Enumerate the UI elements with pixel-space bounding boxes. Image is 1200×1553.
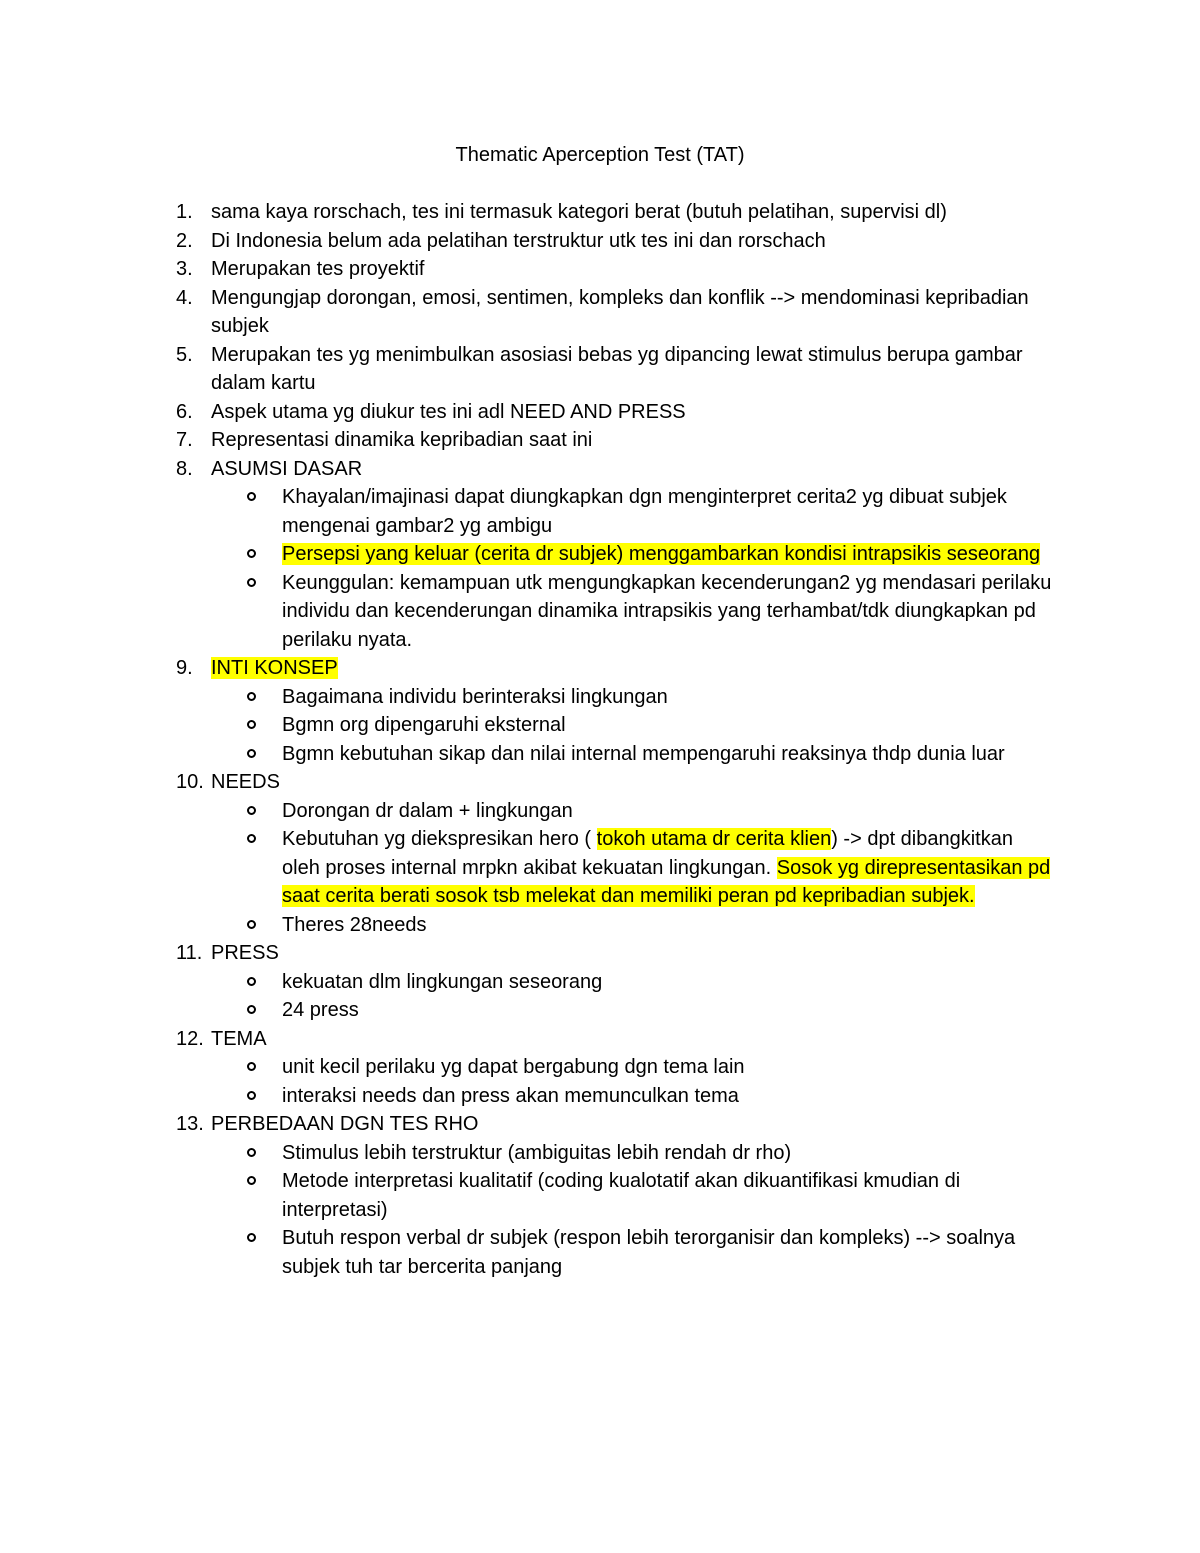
circle-bullet-icon <box>247 977 256 986</box>
text-segment: Kebutuhan yg diekspresikan hero ( <box>282 828 597 850</box>
circle-bullet-icon <box>247 1176 256 1185</box>
text-segment: Keunggulan: kemampuan utk mengungkapkan kecenderungan2 yg mendasari perilaku individu dan kecenderungan dinamika intrapsikis yang terhambat/tdk diungkapkan pd perilaku nyata. <box>282 571 1052 651</box>
list-item-number: 10. <box>176 771 204 793</box>
sub-list-item <box>0 1053 1200 1082</box>
highlighted-text: INTI KONSEP <box>211 657 338 679</box>
list-item <box>0 284 1200 341</box>
document-title: Thematic Aperception Test (TAT) <box>455 144 745 166</box>
text-segment: Metode interpretasi kualitatif (coding kualotatif akan dikuantifikasi kmudian di interpretasi) <box>282 1170 961 1221</box>
sub-list-item-text <box>282 569 1052 655</box>
list-item-number: 4. <box>176 286 193 309</box>
circle-bullet-icon <box>247 720 256 729</box>
circle-bullet-icon <box>247 1005 256 1014</box>
sub-list-item-text <box>282 711 1052 740</box>
circle-bullet-icon <box>247 749 256 758</box>
list-item <box>0 1025 1200 1054</box>
numbered-list <box>0 198 1200 1281</box>
text-segment: Di Indonesia belum ada pelatihan terstruktur utk tes ini dan rorschach <box>211 229 826 252</box>
list-item-number: 12. <box>176 1027 204 1050</box>
sub-list-item-text <box>282 540 1052 569</box>
circle-bullet-icon <box>247 578 256 587</box>
circle-bullet-icon <box>247 806 256 815</box>
sub-list-item-text <box>282 797 1052 826</box>
list-item-number: 1. <box>176 201 193 223</box>
list-item-text <box>211 768 1041 797</box>
list-item-text <box>211 654 1041 683</box>
list-item-number: 7. <box>176 429 193 451</box>
text-segment: Bagaimana individu berinteraksi lingkungan <box>282 685 668 708</box>
sub-list-item <box>0 1167 1200 1224</box>
text-segment: Aspek utama yg diukur tes ini adl NEED AND PRESS <box>211 400 686 423</box>
text-segment: interaksi needs dan press akan memunculkan tema <box>282 1084 739 1107</box>
list-item-number: 13. <box>176 1113 204 1135</box>
list-item-number: 3. <box>176 258 193 280</box>
highlighted-text: Sosok yg direpresentasikan pd saat cerita berati sosok tsb melekat dan memiliki peran pd kepribadian subjek. <box>282 856 1051 907</box>
circle-bullet-icon <box>247 549 256 558</box>
text-segment: ) -> dpt dibangkitkan oleh proses internal mrpkn akibat kekuatan lingkungan. <box>282 828 1013 879</box>
list-item <box>0 455 1200 484</box>
sub-list-item <box>0 483 1200 540</box>
sub-list-item-text <box>282 683 1052 712</box>
list-item-number: 11. <box>176 942 203 964</box>
sub-list-item-text <box>282 968 1052 997</box>
sub-list-item-text <box>282 1224 1052 1281</box>
list-item <box>0 1110 1200 1139</box>
list-item-number: 2. <box>176 229 193 252</box>
sub-list-item <box>0 683 1200 712</box>
sub-list-item-text <box>282 825 1052 911</box>
list-item-number: 5. <box>176 343 193 366</box>
text-segment: Bgmn org dipengaruhi eksternal <box>282 714 566 736</box>
text-segment: Merupakan tes yg menimbulkan asosiasi bebas yg dipancing lewat stimulus berupa gambar dalam kartu <box>211 343 1023 394</box>
circle-bullet-icon <box>247 1148 256 1157</box>
text-segment: Mengungjap dorongan, emosi, sentimen, kompleks dan konflik --> mendominasi kepribadian subjek <box>211 286 1029 337</box>
circle-bullet-icon <box>247 492 256 501</box>
sub-list-item-text <box>282 1167 1052 1224</box>
text-segment: PRESS <box>211 942 279 964</box>
text-segment: Representasi dinamika kepribadian saat ini <box>211 429 593 451</box>
sub-list-item-text <box>282 911 1052 940</box>
list-item-text <box>211 398 1041 427</box>
list-item <box>0 198 1200 227</box>
list-item <box>0 939 1200 968</box>
list-item <box>0 768 1200 797</box>
sub-list-item <box>0 968 1200 997</box>
sub-list-item <box>0 540 1200 569</box>
text-segment: Theres 28needs <box>282 913 427 936</box>
list-item-text <box>211 426 1041 455</box>
highlighted-text: Persepsi yang keluar (cerita dr subjek) menggambarkan kondisi intrapsikis seseorang <box>282 543 1041 565</box>
text-segment: Stimulus lebih terstruktur (ambiguitas lebih rendah dr rho) <box>282 1141 792 1164</box>
text-segment: PERBEDAAN DGN TES RHO <box>211 1113 479 1135</box>
sub-list-item <box>0 740 1200 769</box>
text-segment: Bgmn kebutuhan sikap dan nilai internal mempengaruhi reaksinya thdp dunia luar <box>282 742 1005 765</box>
sub-list-item-text <box>282 996 1052 1025</box>
text-segment: unit kecil perilaku yg dapat bergabung dgn tema lain <box>282 1056 745 1078</box>
list-item <box>0 255 1200 284</box>
list-item-text <box>211 455 1041 484</box>
text-segment: TEMA <box>211 1027 267 1050</box>
text-segment: Dorongan dr dalam + lingkungan <box>282 799 573 822</box>
list-item-number: 6. <box>176 400 193 423</box>
list-item-text <box>211 198 1041 227</box>
list-item <box>0 227 1200 256</box>
list-item <box>0 426 1200 455</box>
sub-list-item <box>0 711 1200 740</box>
text-segment: kekuatan dlm lingkungan seseorang <box>282 970 603 993</box>
text-segment: Khayalan/imajinasi dapat diungkapkan dgn menginterpret cerita2 yg dibuat subjek mengenai gambar2 yg ambigu <box>282 486 1007 537</box>
sub-list-item <box>0 1082 1200 1111</box>
text-segment: sama kaya rorschach, tes ini termasuk kategori berat (butuh pelatihan, supervisi dl) <box>211 201 947 223</box>
sub-list-item-text <box>282 1139 1052 1168</box>
list-item <box>0 341 1200 398</box>
list-item-text <box>211 341 1041 398</box>
circle-bullet-icon <box>247 1233 256 1242</box>
text-segment: ASUMSI DASAR <box>211 457 363 480</box>
circle-bullet-icon <box>247 834 256 843</box>
text-segment: Butuh respon verbal dr subjek (respon lebih terorganisir dan kompleks) --> soalnya subjek tuh tar bercerita panjang <box>282 1227 1016 1278</box>
list-item-text <box>211 255 1041 284</box>
list-item-number: 9. <box>176 657 193 679</box>
list-item-text <box>211 284 1041 341</box>
sub-list-item-text <box>282 1082 1052 1111</box>
sub-list-item <box>0 911 1200 940</box>
list-item-text <box>211 227 1041 256</box>
list-item <box>0 654 1200 683</box>
circle-bullet-icon <box>247 692 256 701</box>
sub-list-item-text <box>282 740 1052 769</box>
sub-list-item <box>0 797 1200 826</box>
sub-list-item <box>0 1139 1200 1168</box>
list-item <box>0 398 1200 427</box>
highlighted-text: tokoh utama dr cerita klien <box>596 828 832 850</box>
circle-bullet-icon <box>247 1091 256 1100</box>
sub-list-item-text <box>282 1053 1052 1082</box>
list-item-text <box>211 939 1041 968</box>
sub-list-item <box>0 569 1200 655</box>
text-segment: NEEDS <box>211 771 280 793</box>
circle-bullet-icon <box>247 920 256 929</box>
circle-bullet-icon <box>247 1062 256 1071</box>
text-segment: 24 press <box>282 999 359 1021</box>
list-item-number: 8. <box>176 457 193 480</box>
sub-list-item <box>0 1224 1200 1281</box>
sub-list-item-text <box>282 483 1052 540</box>
list-item-text <box>211 1025 1041 1054</box>
list-item-text <box>211 1110 1041 1139</box>
sub-list-item <box>0 996 1200 1025</box>
sub-list-item <box>0 825 1200 911</box>
text-segment: Merupakan tes proyektif <box>211 258 425 280</box>
